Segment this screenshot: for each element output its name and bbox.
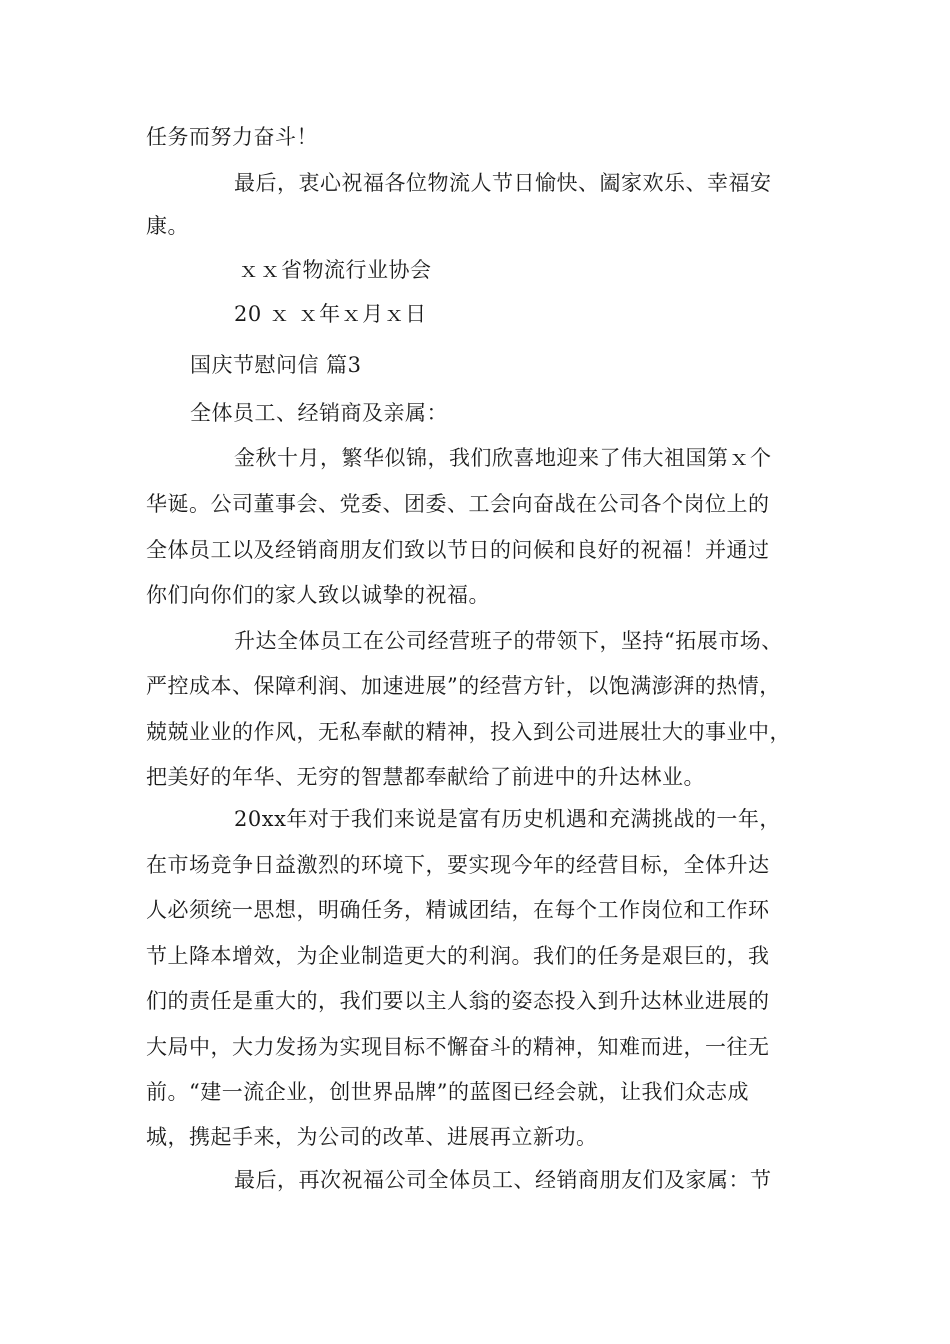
paragraph-line: 节上降本增效，为企业制造更大的利润。我们的任务是艰巨的，我 bbox=[146, 944, 770, 968]
paragraph-line: 兢兢业业的作风，无私奉献的精神，投入到公司进展壮大的事业中， bbox=[146, 720, 791, 744]
paragraph-line: 在市场竞争日益激烈的环境下，要实现今年的经营目标，全体升达 bbox=[146, 853, 770, 877]
paragraph-line: 你们向你们的家人致以诚挚的祝福。 bbox=[146, 583, 490, 607]
paragraph-line: 人必须统一思想，明确任务，精诚团结，在每个工作岗位和工作环 bbox=[146, 898, 770, 922]
paragraph-line: 升达全体员工在公司经营班子的带领下，坚持“拓展市场、 bbox=[234, 629, 783, 653]
paragraph-line: 城，携起手来，为公司的改革、进展再立新功。 bbox=[146, 1125, 598, 1149]
paragraph-line: 任务而努力奋斗！ bbox=[146, 125, 318, 149]
paragraph-line: 华诞。公司董事会、党委、团委、工会向奋战在公司各个岗位上的 bbox=[146, 492, 770, 516]
paragraph-line: 康。 bbox=[146, 214, 189, 238]
paragraph-line: 前。“建一流企业，创世界品牌”的蓝图已经会就，让我们众志成 bbox=[146, 1080, 749, 1104]
salutation: 全体员工、经销商及亲属： bbox=[190, 401, 448, 425]
paragraph-line: 全体员工以及经销商朋友们致以节日的问候和良好的祝福！并通过 bbox=[146, 538, 770, 562]
paragraph-line: 们的责任是重大的，我们要以主人翁的姿态投入到升达林业进展的 bbox=[146, 989, 770, 1013]
paragraph-line: 严控成本、保障利润、加速进展”的经营方针，以饱满澎湃的热情， bbox=[146, 674, 781, 698]
paragraph-line: 最后，衷心祝福各位物流人节日愉快、阖家欢乐、幸福安 bbox=[234, 171, 772, 195]
section-heading: 国庆节慰问信 篇3 bbox=[190, 353, 362, 377]
paragraph-line: 金秋十月，繁华似锦，我们欣喜地迎来了伟大祖国第ｘ个 bbox=[234, 446, 772, 470]
paragraph-line: 大局中，大力发扬为实现目标不懈奋斗的精神，知难而进，一往无 bbox=[146, 1035, 770, 1059]
paragraph-line: 20xx年对于我们来说是富有历史机遇和充满挑战的一年， bbox=[234, 807, 781, 831]
paragraph-line: 最后，再次祝福公司全体员工、经销商朋友们及家属：节 bbox=[234, 1168, 772, 1192]
signature-date: 20 ｘ ｘ年ｘ月ｘ日 bbox=[234, 302, 427, 326]
paragraph-line: 把美好的年华、无穷的智慧都奉献给了前进中的升达林业。 bbox=[146, 765, 705, 789]
signature-organization: ｘｘ省物流行业协会 bbox=[238, 258, 432, 282]
